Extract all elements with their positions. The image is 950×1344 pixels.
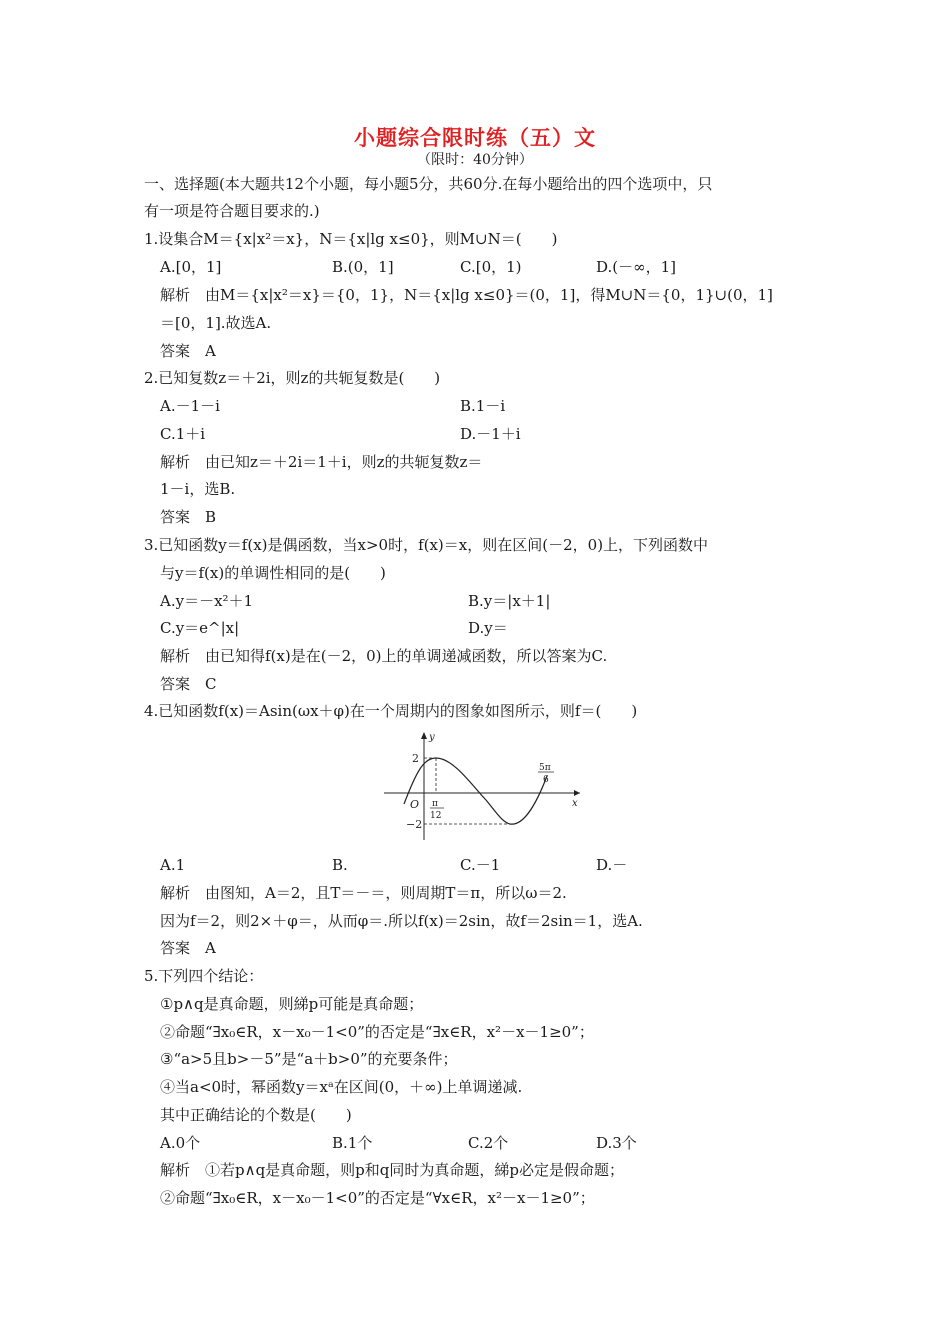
q5-analysis-cont: ②命题“∃x₀∈R，x－x₀－1<0”的否定是“∀x∈R，x²－x－1≥0”； xyxy=(160,1189,595,1207)
q2-option-b: B.1－i xyxy=(460,397,506,415)
section-heading-cont: 有一项是符合题目要求的.) xyxy=(144,202,320,220)
q5-option-b: B.1个 xyxy=(332,1134,373,1152)
question-2: 2.已知复数z＝＋2i，则z的共轭复数是( ) xyxy=(144,369,441,387)
q4-option-d: D.－ xyxy=(596,856,628,874)
q1-analysis: 解析 由M＝{x|x²＝x}＝{0，1}，N＝{x|lg x≤0}＝(0，1]，得M∪N＝{0，1}∪(0，1] xyxy=(160,286,773,304)
q5-option-a: A.0个 xyxy=(160,1134,201,1152)
x-axis-label: x xyxy=(572,798,578,809)
q2-analysis-cont: 1－i，选B. xyxy=(160,480,236,498)
q5-statement-1: ①p∧q是真命题，则綈p可能是真命题； xyxy=(160,995,424,1013)
y-min-label: −2 xyxy=(406,818,423,831)
question-1: 1.设集合M＝{x|x²＝x}，N＝{x|lg x≤0}，则M∪N＝( ) xyxy=(144,230,558,248)
q5-analysis: 解析 ①若p∧q是真命题，则p和q同时为真命题，綈p必定是假命题； xyxy=(160,1161,624,1179)
x-axis-arrow xyxy=(574,790,580,796)
q2-option-a: A.－1－i xyxy=(160,397,220,415)
question-3: 3.已知函数y＝f(x)是偶函数，当x>0时，f(x)＝x，则在区间(－2，0)上，下列函数中 xyxy=(144,536,709,554)
q4-answer: 答案 A xyxy=(160,939,216,957)
q3-option-b: B.y＝|x＋1| xyxy=(468,592,551,610)
question-3-cont: 与y＝f(x)的单调性相同的是( ) xyxy=(160,564,386,582)
q5-option-c: C.2个 xyxy=(468,1134,509,1152)
q5-option-d: D.3个 xyxy=(596,1134,637,1152)
q1-option-b: B.(0，1] xyxy=(332,258,394,276)
y-max-label: 2 xyxy=(412,752,419,765)
y-axis-label: y xyxy=(429,732,435,743)
q1-analysis-cont: ＝[0，1].故选A. xyxy=(160,314,272,332)
q5-statement-3: ③“a>5且b>－5”是“a＋b>0”的充要条件； xyxy=(160,1050,458,1068)
q3-option-d: D.y＝ xyxy=(468,619,508,637)
q3-option-a: A.y＝－x²＋1 xyxy=(160,592,254,610)
q2-analysis: 解析 由已知z＝＋2i＝1＋i，则z的共轭复数z＝ xyxy=(160,453,483,471)
q4-option-c: C.－1 xyxy=(460,856,501,874)
q1-option-d: D.(－∞，1] xyxy=(596,258,677,276)
q1-answer: 答案 A xyxy=(160,342,216,360)
q5-prompt: 其中正确结论的个数是( ) xyxy=(160,1106,352,1124)
q4-option-b: B. xyxy=(332,856,348,874)
q2-answer: 答案 B xyxy=(160,508,217,526)
q2-option-c: C.1＋i xyxy=(160,425,206,443)
x-tick-den: 12 xyxy=(430,811,442,821)
x-end-num: 5π xyxy=(539,763,551,773)
origin-label: O xyxy=(410,798,420,811)
page-subtitle: （限时：40分钟） xyxy=(417,152,533,168)
q3-answer: 答案 C xyxy=(160,675,217,693)
sine-graph xyxy=(382,728,586,846)
q1-option-a: A.[0，1] xyxy=(160,258,222,276)
q4-option-a: A.1 xyxy=(160,856,186,874)
section-heading: 一、选择题(本大题共12个小题，每小题5分，共60分.在每小题给出的四个选项中，只 xyxy=(144,175,713,193)
x-tick-num: π xyxy=(432,799,438,809)
question-4: 4.已知函数f(x)＝Asin(ωx＋φ)在一个周期内的图象如图所示，则f＝( ) xyxy=(144,702,638,720)
q1-option-c: C.[0，1) xyxy=(460,258,522,276)
y-axis-arrow xyxy=(421,732,427,739)
q3-analysis: 解析 由已知得f(x)是在(－2，0)上的单调递减函数，所以答案为C. xyxy=(160,647,608,665)
question-5: 5.下列四个结论： xyxy=(144,967,264,985)
x-end-den: 6 xyxy=(543,775,549,785)
q5-statement-2: ②命题“∃x₀∈R，x－x₀－1<0”的否定是“∃x∈R，x²－x－1≥0”； xyxy=(160,1023,594,1041)
q4-analysis-cont: 因为f＝2，则2×＋φ＝，从而φ＝.所以f(x)＝2sin，故f＝2sin＝1，选A. xyxy=(160,912,643,930)
q4-analysis: 解析 由图知，A＝2，且T＝－＝，则周期T＝π，所以ω＝2. xyxy=(160,884,567,902)
q2-option-d: D.－1＋i xyxy=(460,425,521,443)
page-title: 小题综合限时练（五）文 xyxy=(354,126,596,150)
sine-curve xyxy=(404,758,547,824)
q3-option-c: C.y＝e^|x| xyxy=(160,619,240,637)
q5-statement-4: ④当a<0时，幂函数y＝xᵃ在区间(0，＋∞)上单调递减. xyxy=(160,1078,523,1096)
